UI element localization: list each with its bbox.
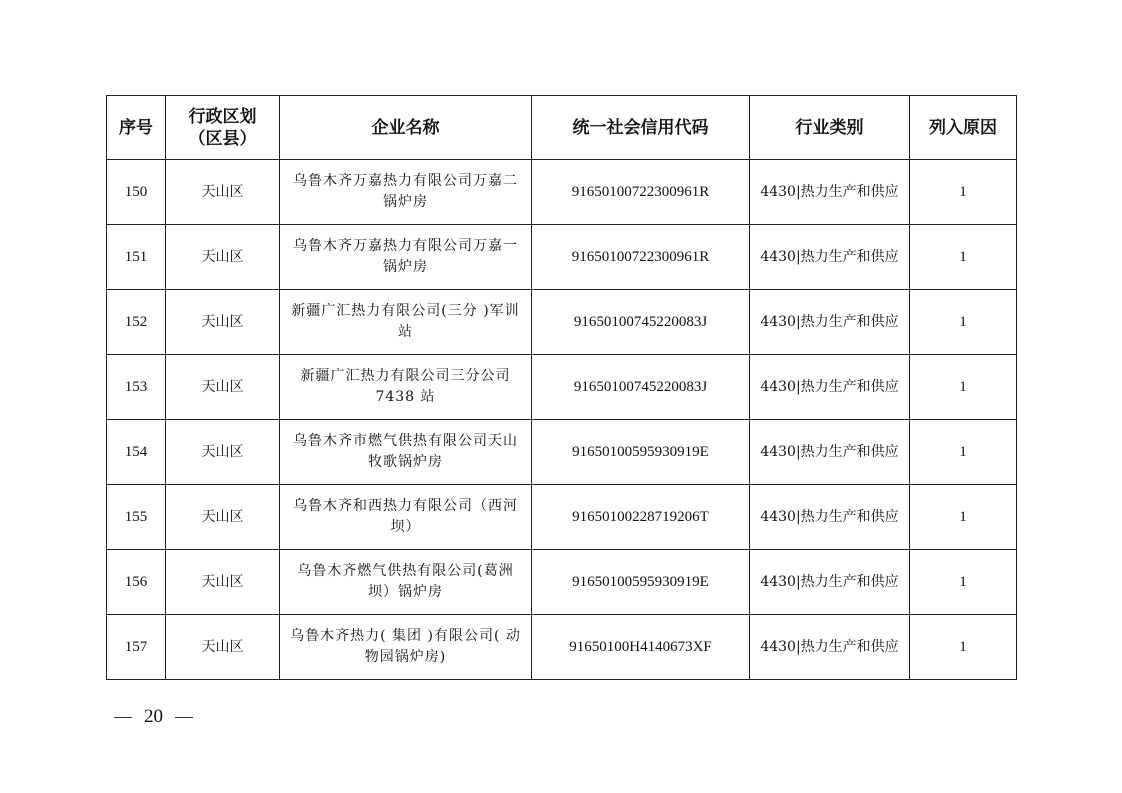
header-credit-code: 统一社会信用代码 [532, 96, 750, 160]
cell-district: 天山区 [166, 420, 280, 485]
cell-credit-code: 91650100745220083J [532, 290, 750, 355]
page-number [114, 706, 193, 728]
cell-credit-code: 91650100228719206T [532, 485, 750, 550]
table-row [107, 550, 1017, 615]
cell-seq: 156 [107, 550, 166, 615]
cell-district: 天山区 [166, 290, 280, 355]
header-district-line1: 行政区划 [188, 106, 257, 127]
cell-company: 新疆广汇热力有限公司三分公司7438 站 [280, 355, 532, 420]
cell-industry: 4430|热力生产和供应 [750, 420, 910, 485]
header-industry: 行业类别 [750, 96, 910, 160]
cell-seq: 152 [107, 290, 166, 355]
cell-company: 新疆广汇热力有限公司(三分 )军训站 [280, 290, 532, 355]
enterprise-table [106, 95, 1017, 680]
enterprise-table-container [106, 95, 1016, 680]
cell-district: 天山区 [166, 550, 280, 615]
cell-district: 天山区 [166, 225, 280, 290]
table-row [107, 290, 1017, 355]
cell-company: 乌鲁木齐和西热力有限公司（西河坝） [280, 485, 532, 550]
cell-seq: 153 [107, 355, 166, 420]
cell-seq: 151 [107, 225, 166, 290]
cell-company: 乌鲁木齐市燃气供热有限公司天山牧歌锅炉房 [280, 420, 532, 485]
header-reason: 列入原因 [910, 96, 1017, 160]
cell-district: 天山区 [166, 485, 280, 550]
cell-credit-code: 91650100H4140673XF [532, 615, 750, 680]
cell-credit-code: 91650100595930919E [532, 550, 750, 615]
cell-seq: 157 [107, 615, 166, 680]
table-row [107, 420, 1017, 485]
page-number-left-dash [114, 717, 132, 718]
cell-district: 天山区 [166, 160, 280, 225]
header-district-line2: （区县） [188, 128, 257, 149]
table-row [107, 160, 1017, 225]
table-row [107, 485, 1017, 550]
cell-seq: 154 [107, 420, 166, 485]
cell-reason: 1 [910, 615, 1017, 680]
cell-industry: 4430|热力生产和供应 [750, 160, 910, 225]
cell-credit-code: 91650100722300961R [532, 160, 750, 225]
cell-seq: 150 [107, 160, 166, 225]
table-header-row [107, 96, 1017, 160]
cell-industry: 4430|热力生产和供应 [750, 290, 910, 355]
cell-reason: 1 [910, 355, 1017, 420]
cell-seq: 155 [107, 485, 166, 550]
cell-reason: 1 [910, 160, 1017, 225]
cell-reason: 1 [910, 485, 1017, 550]
cell-industry: 4430|热力生产和供应 [750, 615, 910, 680]
cell-credit-code: 91650100722300961R [532, 225, 750, 290]
cell-industry: 4430|热力生产和供应 [750, 550, 910, 615]
cell-district: 天山区 [166, 615, 280, 680]
cell-credit-code: 91650100745220083J [532, 355, 750, 420]
cell-industry: 4430|热力生产和供应 [750, 485, 910, 550]
cell-company: 乌鲁木齐燃气供热有限公司(葛洲坝）锅炉房 [280, 550, 532, 615]
page-number-value: 20 [144, 706, 163, 727]
page-number-right-dash [175, 717, 193, 718]
cell-company: 乌鲁木齐万嘉热力有限公司万嘉二锅炉房 [280, 160, 532, 225]
cell-company: 乌鲁木齐热力( 集团 )有限公司( 动物园锅炉房) [280, 615, 532, 680]
cell-company: 乌鲁木齐万嘉热力有限公司万嘉一锅炉房 [280, 225, 532, 290]
header-district [166, 96, 280, 160]
cell-district: 天山区 [166, 355, 280, 420]
header-seq: 序号 [107, 96, 166, 160]
cell-industry: 4430|热力生产和供应 [750, 355, 910, 420]
cell-industry: 4430|热力生产和供应 [750, 225, 910, 290]
cell-reason: 1 [910, 290, 1017, 355]
table-row [107, 225, 1017, 290]
cell-reason: 1 [910, 420, 1017, 485]
header-company: 企业名称 [280, 96, 532, 160]
cell-reason: 1 [910, 550, 1017, 615]
cell-reason: 1 [910, 225, 1017, 290]
table-row [107, 615, 1017, 680]
table-row [107, 355, 1017, 420]
cell-credit-code: 91650100595930919E [532, 420, 750, 485]
